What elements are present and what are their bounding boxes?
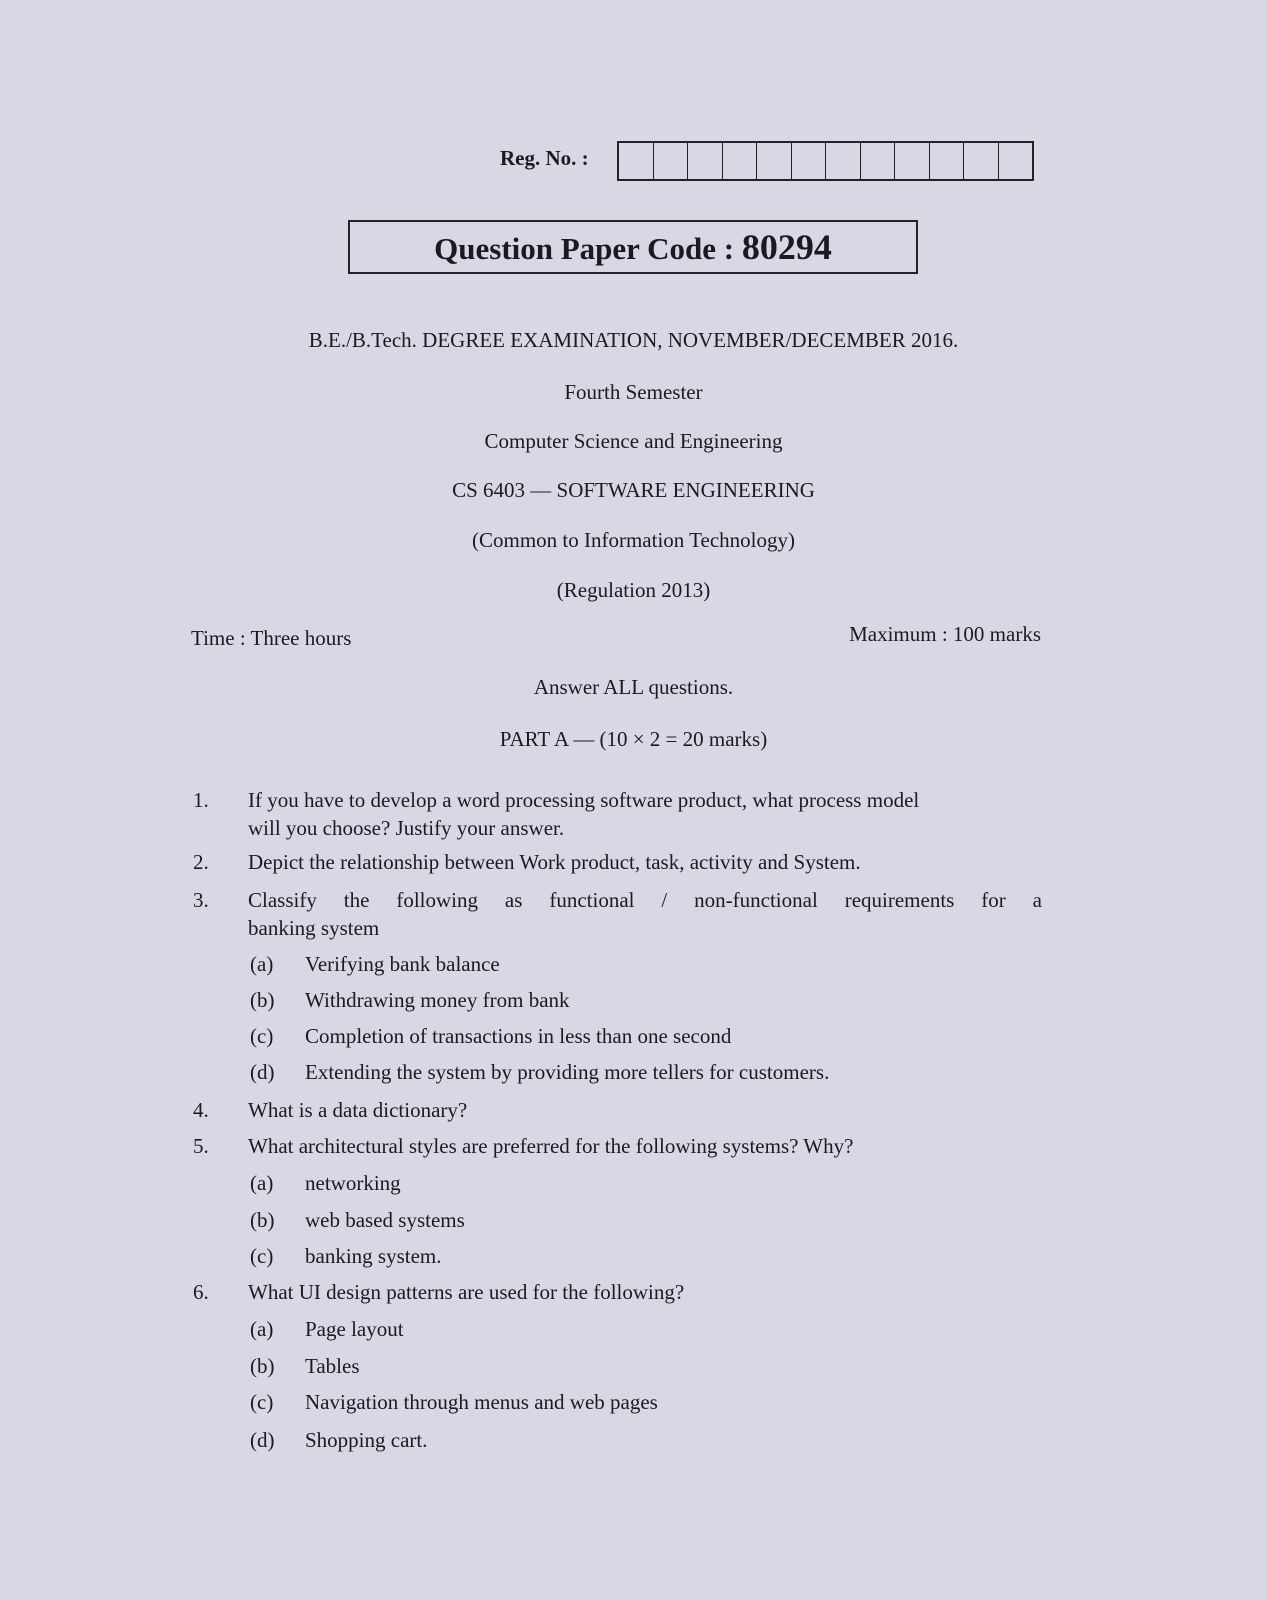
sub-item-text: Completion of transactions in less than one second bbox=[305, 1024, 732, 1048]
code-label: Question Paper Code : bbox=[434, 231, 735, 266]
sub-item-text: networking bbox=[305, 1171, 401, 1195]
question-text: What is a data dictionary? bbox=[248, 1098, 468, 1122]
sub-item-text: Extending the system by providing more tellers for customers. bbox=[305, 1060, 830, 1084]
department: Computer Science and Engineering bbox=[484, 429, 783, 453]
sub-item-text: Page layout bbox=[305, 1317, 404, 1341]
time-allowed: Time : Three hours bbox=[191, 626, 352, 650]
instruction: Answer ALL questions. bbox=[533, 675, 734, 699]
sub-item-text: Navigation through menus and web pages bbox=[305, 1390, 658, 1414]
sub-item-label: (c) bbox=[250, 1024, 274, 1048]
sub-item-label: (b) bbox=[250, 1208, 275, 1232]
max-marks: Maximum : 100 marks bbox=[849, 622, 1041, 646]
sub-item-label: (c) bbox=[250, 1390, 274, 1414]
sub-item-label: (a) bbox=[250, 952, 274, 976]
question-text: What architectural styles are preferred for the following systems? Why? bbox=[248, 1134, 854, 1158]
semester: Fourth Semester bbox=[564, 380, 703, 404]
question-text: banking system bbox=[248, 916, 380, 940]
sub-item-label: (b) bbox=[250, 1354, 275, 1378]
part-heading: PART A — (10 × 2 = 20 marks) bbox=[499, 727, 768, 751]
reg-no-label: Reg. No. : bbox=[500, 146, 589, 170]
sub-item-label: (d) bbox=[250, 1060, 275, 1084]
sub-item-label: (a) bbox=[250, 1171, 274, 1195]
question-text: What UI design patterns are used for the following? bbox=[248, 1280, 685, 1304]
question-paper-code bbox=[348, 220, 918, 274]
question-number: 5. bbox=[193, 1134, 209, 1158]
question-text: will you choose? Justify your answer. bbox=[248, 816, 565, 840]
common-note: (Common to Information Technology) bbox=[471, 528, 795, 552]
sub-item-text: Shopping cart. bbox=[305, 1428, 428, 1452]
reg-no-boxes bbox=[617, 141, 1034, 181]
question-number: 1. bbox=[193, 788, 209, 812]
sub-item-text: Withdrawing money from bank bbox=[305, 988, 570, 1012]
question-text: Depict the relationship between Work product, task, activity and System. bbox=[248, 850, 861, 874]
question-text: If you have to develop a word processing software product, what process model bbox=[248, 788, 920, 812]
question-text: Classify the following as functional / non-functional requirements for a bbox=[248, 888, 1042, 912]
course-title: CS 6403 — SOFTWARE ENGINEERING bbox=[452, 478, 815, 502]
sub-item-text: web based systems bbox=[305, 1208, 465, 1232]
question-number: 6. bbox=[193, 1280, 209, 1304]
regulation: (Regulation 2013) bbox=[556, 578, 711, 602]
question-number: 4. bbox=[193, 1098, 209, 1122]
sub-item-text: banking system. bbox=[305, 1244, 442, 1268]
sub-item-text: Verifying bank balance bbox=[305, 952, 500, 976]
sub-item-label: (d) bbox=[250, 1428, 275, 1452]
sub-item-text: Tables bbox=[305, 1354, 360, 1378]
question-number: 2. bbox=[193, 850, 209, 874]
sub-item-label: (b) bbox=[250, 988, 275, 1012]
code-value: 80294 bbox=[741, 227, 832, 267]
question-number: 3. bbox=[193, 888, 209, 912]
sub-item-label: (a) bbox=[250, 1317, 274, 1341]
sub-item-label: (c) bbox=[250, 1244, 274, 1268]
exam-title: B.E./B.Tech. DEGREE EXAMINATION, NOVEMBER/DECEMBER 2016. bbox=[308, 328, 959, 352]
